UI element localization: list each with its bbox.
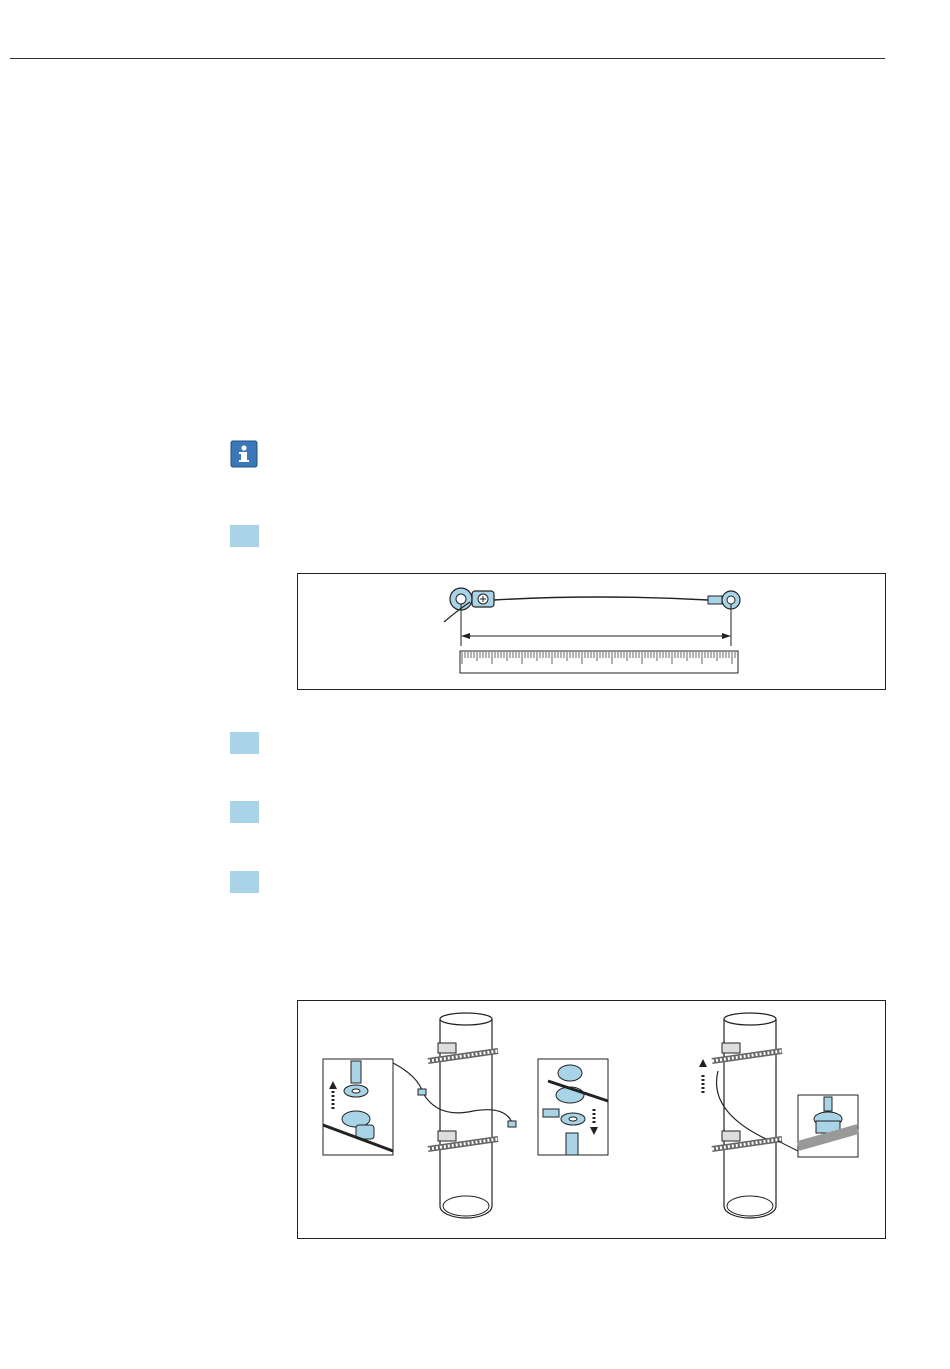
step-marker-3 xyxy=(230,801,259,823)
figure-pipe-installation xyxy=(297,1000,886,1239)
info-icon xyxy=(230,440,258,468)
pipe-left xyxy=(393,1013,516,1218)
step-marker-2 xyxy=(230,732,259,754)
pipe-illustration xyxy=(298,1001,885,1238)
figure-cable-measurement xyxy=(297,573,886,690)
step-marker-4 xyxy=(230,871,259,893)
pipe-right xyxy=(699,1013,782,1218)
step-marker-1 xyxy=(230,525,259,547)
header-rule xyxy=(10,58,885,59)
cable-illustration xyxy=(298,574,885,689)
